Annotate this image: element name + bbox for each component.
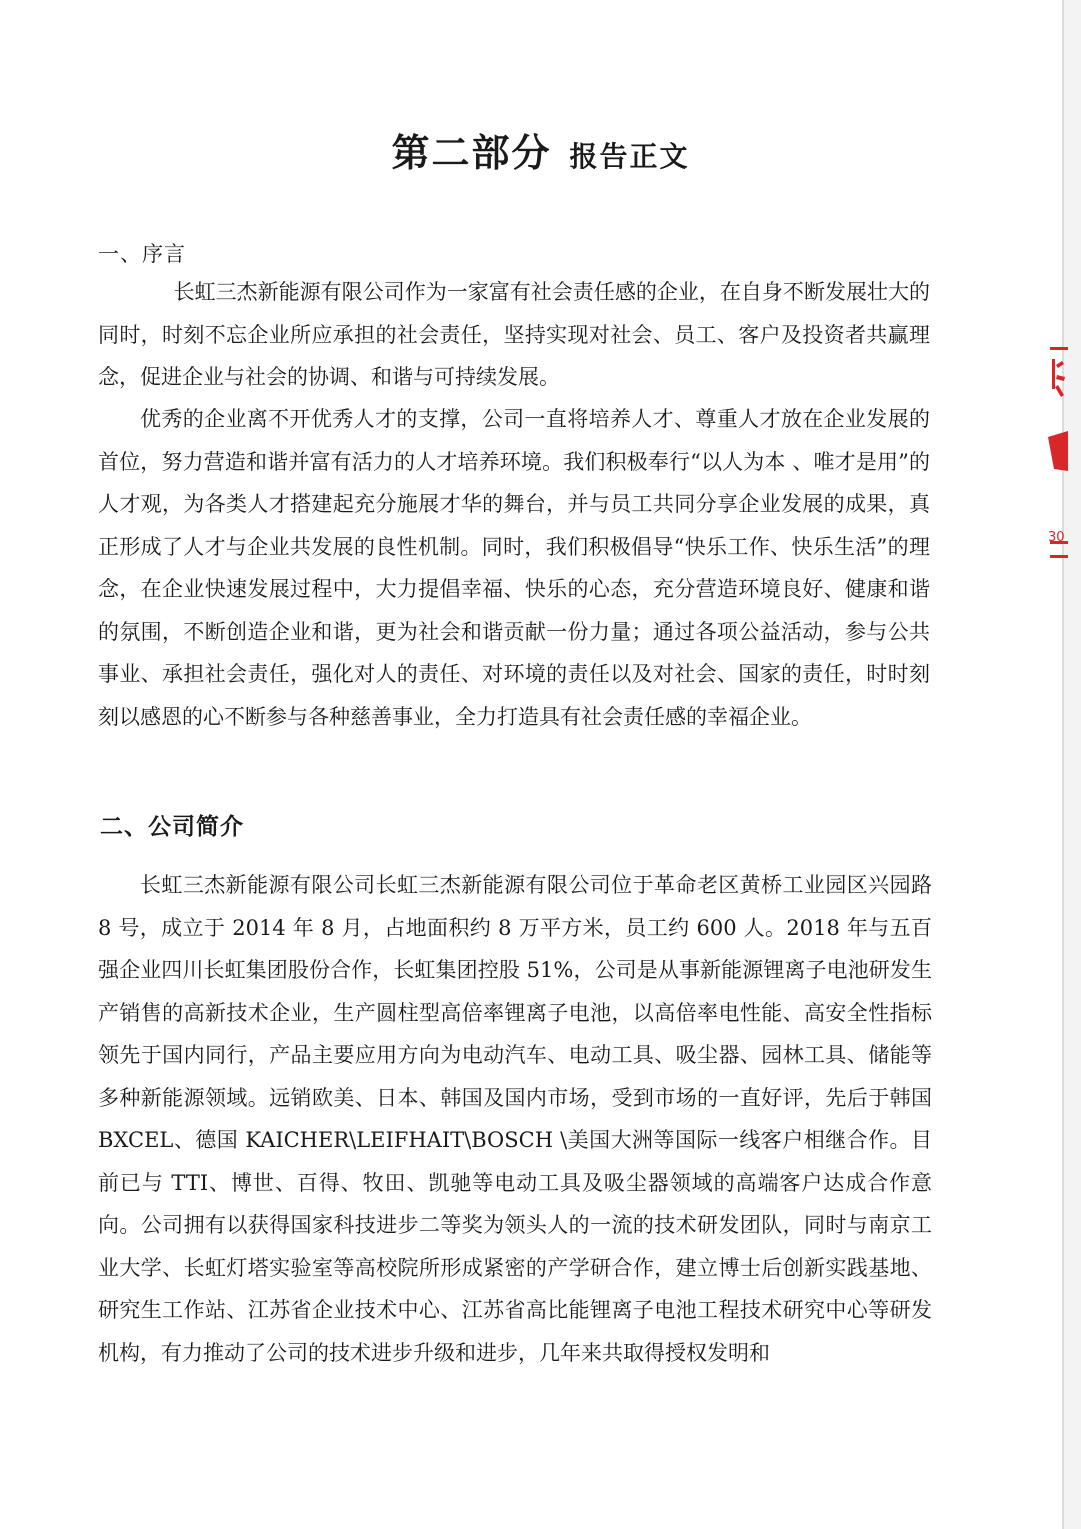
page-title xyxy=(0,122,1081,177)
red-seal-fragment xyxy=(1040,345,1068,565)
scan-edge-shade xyxy=(1064,0,1081,1529)
section-heading-company-profile: 二、公司简介 xyxy=(100,813,244,840)
title-sub: 报告正文 xyxy=(569,140,690,173)
preface-paragraph-1: 长虹三杰新能源有限公司作为一家富有社会责任感的企业，在自身不断发展壮大的同时，时刻不忘企业所应承担的社会责任，坚持实现对社会、员工、客户及投资者共赢理念，促进企业与社会的协调、和谐与可持续发展。 xyxy=(98,280,930,389)
title-main: 第二部分 xyxy=(391,130,552,175)
preface-paragraph-2: 优秀的企业离不开优秀人才的支撑，公司一直将培养人才、尊重人才放在企业发展的首位，努力营造和谐并富有活力的人才培养环境。我们积极奉行“以人为本 、唯才是用”的人才观，为各类人才搭建起充分施展才华的舞台，并与员工共同分享企业发展的成果，真正形成了人才与企业共发展的良性机制。同时，我们积极倡导“快乐工作、快乐生活”的理念，在企业快速发展过程中，大力提倡幸福、快乐的心态，充分营造环境良好、健康和谐的氛围，不断创造企业和谐，更为社会和谐贡献一份力量；通过各项公益活动，参与公共事业、承担社会责任，强化对人的责任、对环境的责任以及对社会、国家的责任，时时刻刻以感恩的心不断参与各种慈善事业，全力打造具有社会责任感的幸福企业。 xyxy=(98,407,930,729)
company-profile-paragraph: 长虹三杰新能源有限公司长虹三杰新能源有限公司位于革命老区黄桥工业园区兴园路 8 号，成立于 2014 年 8 月，占地面积约 8 万平方米，员工约 600 人。2018 年与五百强企业四川长虹集团股份合作，长虹集团控股 51%，公司是从事新能源锂离子电池研发生产销售的高新技术企业，生产圆柱型高倍率锂离子电池，以高倍率电性能、高安全性指标领先于国内同行，产品主要应用方向为电动汽车、电动工具、吸尘器、园林工具、储能等多种新能源领域。远销欧美、日本、韩国及国内市场，受到市场的一直好评，先后于韩国 BXCEL、德国 KAICHER\LEIFHAIT\BOSCH \美国大洲等国际一线客户相继合作。目前已与 TTI、博世、百得、牧田、凯驰等电动工具及吸尘器领域的高端客户达成合作意向。公司拥有以获得国家科技进步二等奖为领头人的一流的技术研发团队，同时与南京工业大学、长虹灯塔实验室等高校院所形成紧密的产学研合作，建立博士后创新实践基地、研究生工作站、江苏省企业技术中心、江苏省高比能锂离子电池工程技术研究中心等研发机构，有力推动了公司的技术进步升级和进步，几年来共取得授权发明和 xyxy=(98,873,932,1365)
seal-text-fragment: 30 xyxy=(1048,530,1065,545)
section-heading-preface: 一、序言 xyxy=(98,242,186,266)
